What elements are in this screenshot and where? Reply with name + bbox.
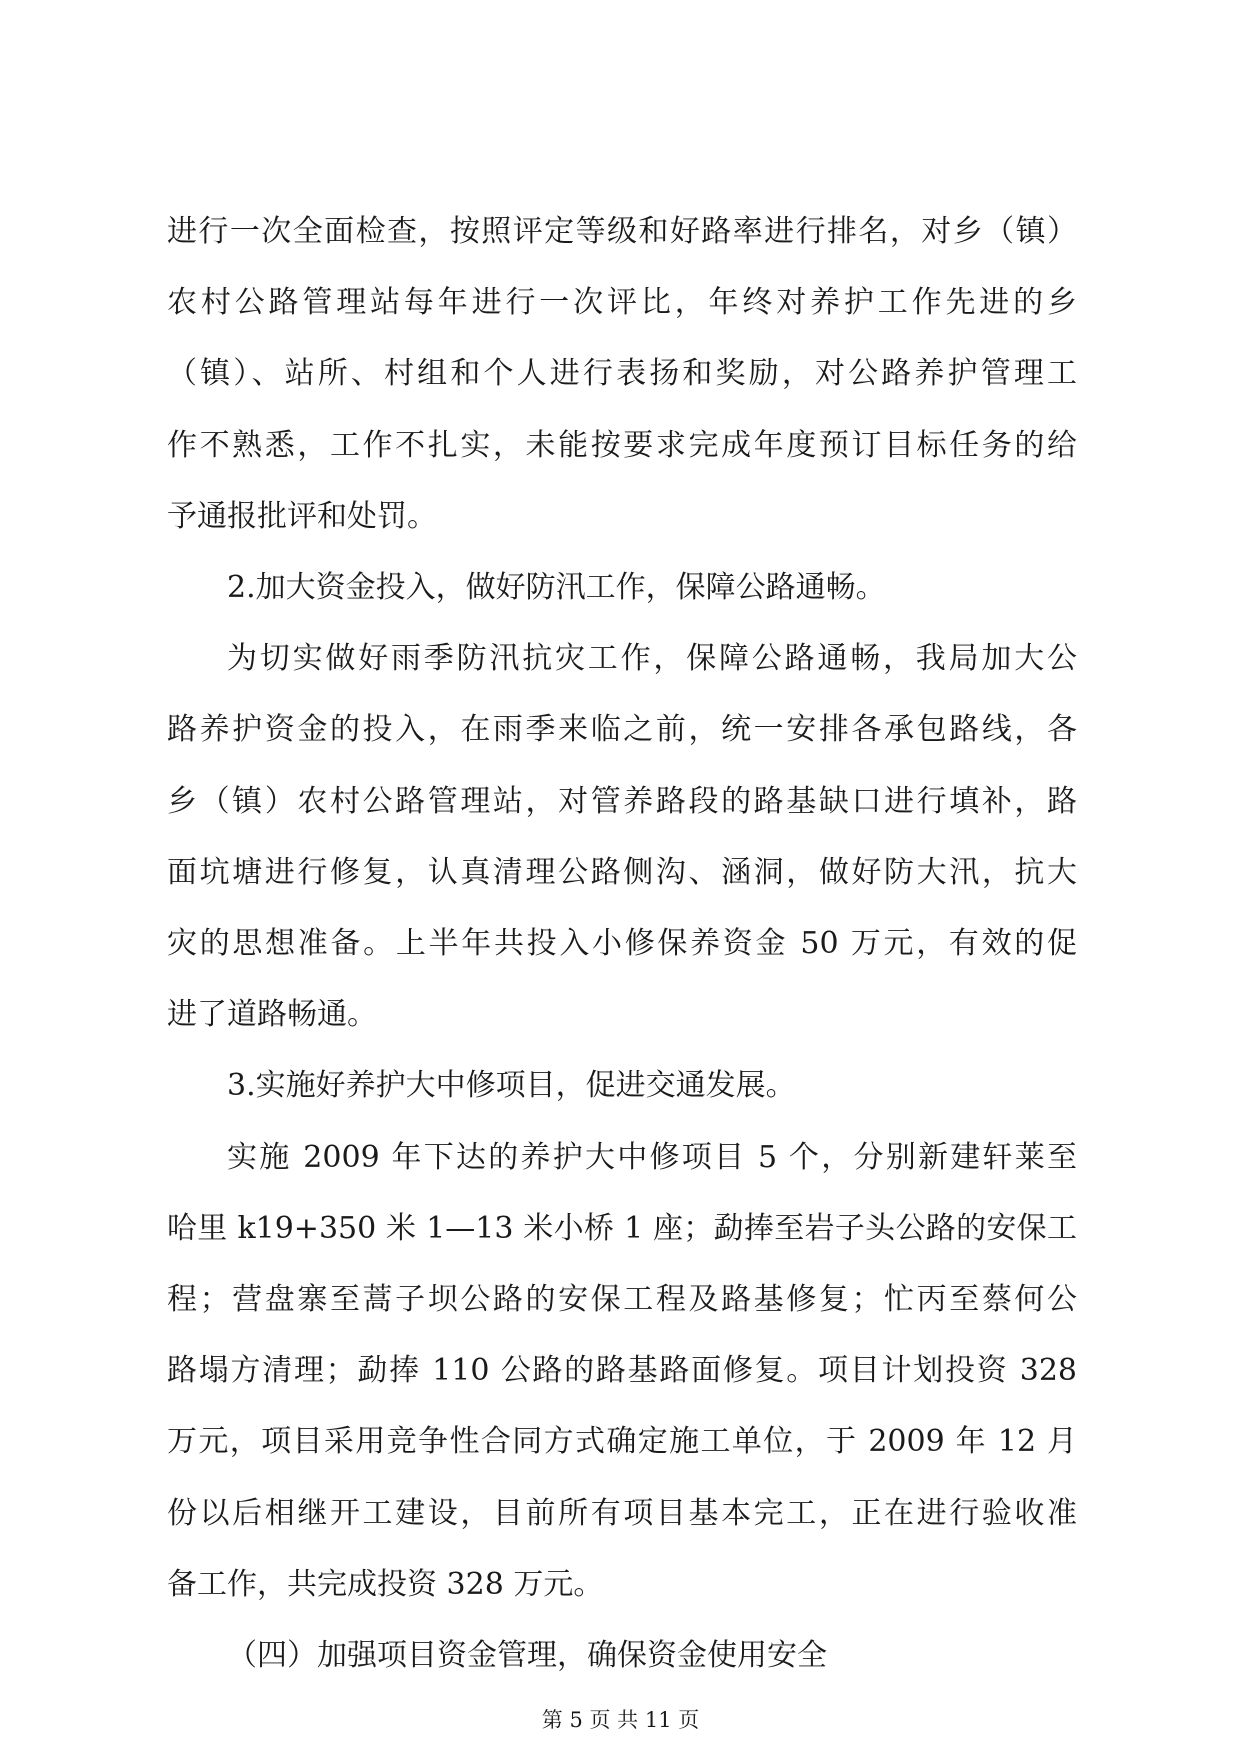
section-heading: 2.加大资金投入，做好防汛工作，保障公路通畅。	[227, 570, 886, 605]
paragraph-line: 实施 2009 年下达的养护大中修项目 5 个，分别新建轩莱至	[227, 1140, 1077, 1175]
section-heading: （四）加强项目资金管理，确保资金使用安全	[227, 1638, 827, 1673]
paragraph-line: 路塌方清理；勐捧 110 公路的路基路面修复。项目计划投资 328	[167, 1353, 1077, 1388]
paragraph-line: 进了道路畅通。	[167, 997, 377, 1032]
paragraph-line: 进行一次全面检查，按照评定等级和好路率进行排名，对乡（镇）	[167, 214, 1077, 249]
section-heading: 3.实施好养护大中修项目，促进交通发展。	[227, 1068, 796, 1103]
paragraph-line: 份以后相继开工建设，目前所有项目基本完工，正在进行验收准	[167, 1496, 1077, 1531]
paragraph-line: 为切实做好雨季防汛抗灾工作，保障公路通畅，我局加大公	[227, 641, 1077, 676]
page-number-footer: 第 5 页 共 11 页	[541, 1708, 700, 1732]
paragraph-line: 面坑塘进行修复，认真清理公路侧沟、涵洞，做好防大汛，抗大	[167, 855, 1077, 890]
paragraph-line: 予通报批评和处罚。	[167, 499, 437, 534]
paragraph-line: 农村公路管理站每年进行一次评比，年终对养护工作先进的乡	[167, 285, 1077, 320]
paragraph-line: 灾的思想准备。上半年共投入小修保养资金 50 万元，有效的促	[167, 926, 1077, 961]
paragraph-line: 备工作，共完成投资 328 万元。	[167, 1567, 604, 1602]
paragraph-line: 乡（镇）农村公路管理站，对管养路段的路基缺口进行填补，路	[167, 784, 1077, 819]
paragraph-line: 程；营盘寨至蒿子坝公路的安保工程及路基修复；忙丙至蔡何公	[167, 1282, 1077, 1317]
paragraph-line: 万元，项目采用竞争性合同方式确定施工单位，于 2009 年 12 月	[167, 1424, 1077, 1459]
paragraph-line: 作不熟悉，工作不扎实，未能按要求完成年度预订目标任务的给	[167, 428, 1077, 463]
paragraph-line: 哈里 k19+350 米 1—13 米小桥 1 座；勐捧至岩子头公路的安保工	[167, 1211, 1077, 1246]
paragraph-line: 路养护资金的投入，在雨季来临之前，统一安排各承包路线，各	[167, 712, 1077, 747]
paragraph-line: （镇）、站所、村组和个人进行表扬和奖励，对公路养护管理工	[167, 356, 1077, 391]
